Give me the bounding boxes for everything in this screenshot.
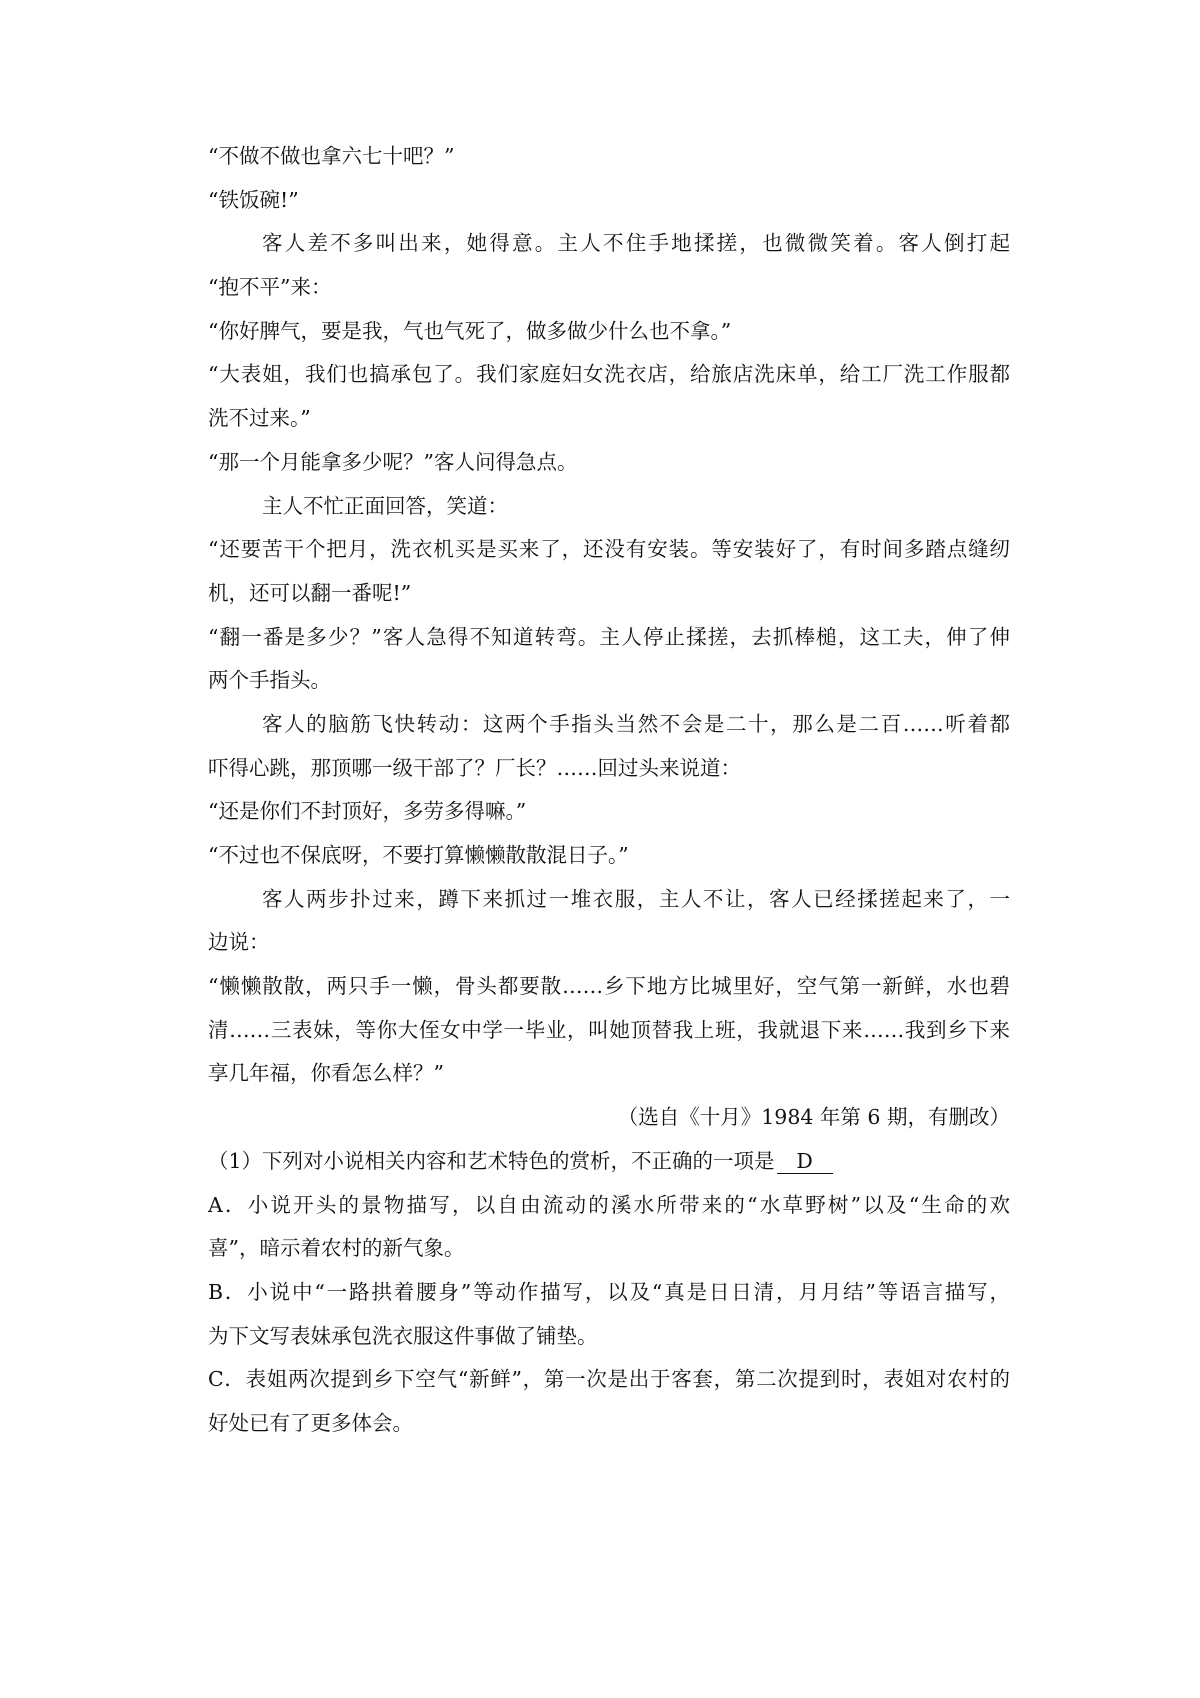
- question-stem: [208, 1140, 1010, 1184]
- passage-line: “翻一番是多少？”客人急得不知道转弯。主人停止揉搓，去抓棒槌，这工夫，伸了伸: [208, 624, 1010, 649]
- passage-line: 吓得心跳，那顶哪一级干部了？厂长？……回过头来说道：: [208, 755, 741, 780]
- option-c-continued: 好处已有了更多体会。: [208, 1410, 413, 1435]
- passage-line: 清……三表妹，等你大侄女中学一毕业，叫她顶替我上班，我就退下来……我到乡下来: [208, 1017, 1010, 1042]
- passage-line: “你好脾气，要是我，气也气死了，做多做少什么也不拿。”: [208, 318, 732, 343]
- passage-line: 边说：: [208, 930, 270, 955]
- passage-line: “还要苦干个把月，洗衣机买是买来了，还没有安装。等安装好了，有时间多踏点缝纫: [208, 537, 1010, 562]
- option-label: C．: [208, 1367, 246, 1392]
- passage-line: 享几年福，你看怎么样？”: [208, 1061, 444, 1086]
- option-b-continued: 为下文写表妹承包洗衣服这件事做了铺垫。: [208, 1323, 598, 1348]
- passage-line: “大表姐，我们也搞承包了。我们家庭妇女洗衣店，给旅店洗床单，给工厂洗工作服都: [208, 362, 1010, 387]
- option-text: 小说开头的景物描写，以自由流动的溪水所带来的“水草野树”以及“生命的欢: [247, 1192, 1010, 1217]
- passage-line: 两个手指头。: [208, 668, 331, 693]
- option-text: 小说中“一路拱着腰身”等动作描写，以及“真是日日清，月月结”等语言描写，: [247, 1279, 1010, 1304]
- passage-line: “不做不做也拿六七十吧？”: [208, 144, 455, 168]
- question-text: 下列对小说相关内容和艺术特色的赏析，不正确的一项是: [262, 1148, 775, 1173]
- passage-line: “不过也不保底呀，不要打算懒懒散散混日子。”: [208, 843, 629, 867]
- option-text: 表姐两次提到乡下空气“新鲜”，第一次是出于客套，第二次提到时，表姐对农村的: [245, 1367, 1010, 1392]
- passage-line: “抱不平”来：: [208, 275, 332, 300]
- option-c: [208, 1358, 1010, 1402]
- option-a-continued: 喜”，暗示着农村的新气象。: [208, 1236, 465, 1261]
- passage-line: 客人的脑筋飞快转动：这两个手指头当然不会是二十，那么是二百……听着都: [262, 711, 1010, 736]
- passage-line: “那一个月能拿多少呢？”客人问得急点。: [208, 449, 578, 474]
- option-label: A．: [208, 1192, 248, 1217]
- passage-line: “懒懒散散，两只手一懒，骨头都要散……乡下地方比城里好，空气第一新鲜，水也碧: [208, 974, 1010, 999]
- passage-line: 机，还可以翻一番呢!”: [208, 580, 412, 605]
- option-a: [208, 1184, 1010, 1228]
- option-label: B．: [208, 1279, 248, 1304]
- passage-line: 客人差不多叫出来，她得意。主人不住手地揉搓，也微微笑着。客人倒打起: [262, 231, 1010, 256]
- passage-line: 主人不忙正面回答，笑道：: [262, 493, 508, 518]
- option-b: [208, 1271, 1010, 1315]
- question-number: （1）: [208, 1148, 263, 1173]
- passage-line: “铁饭碗!”: [208, 187, 299, 212]
- source-citation: （选自《十月》1984 年第 6 期，有删改）: [617, 1105, 1010, 1130]
- text-block: [208, 135, 1010, 1446]
- passage-line: 洗不过来。”: [208, 406, 311, 431]
- passage-line: “还是你们不封顶好，多劳多得嘛。”: [208, 799, 527, 824]
- passage-line: 客人两步扑过来，蹲下来抓过一堆衣服，主人不让，客人已经揉搓起来了，一: [262, 886, 1010, 911]
- answer-blank: D: [777, 1149, 833, 1174]
